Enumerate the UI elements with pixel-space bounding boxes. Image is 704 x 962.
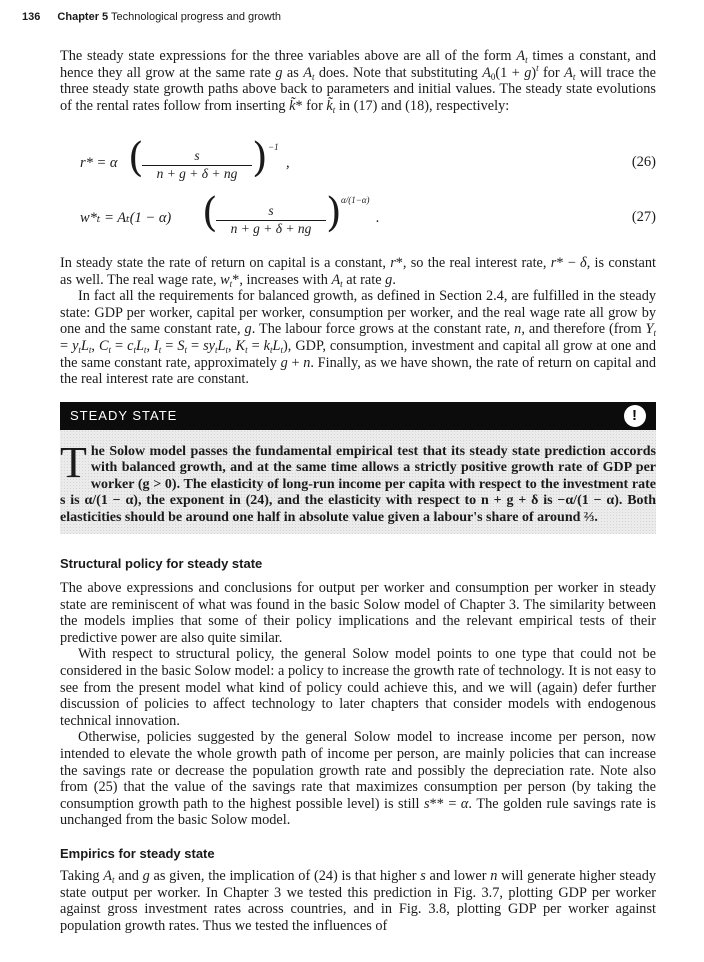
eq26-denominator: n + g + δ + ng <box>156 166 238 181</box>
eq27-denominator: n + g + δ + ng <box>230 221 312 236</box>
paragraph-empirics: Taking $A_t$ and g as given, the implication of (24) is that higher s and lower n will generate higher steady state output per worker. In Chapter 3 we tested this prediction in Fig. 3.7, plotting GDP per worker against gross investment rates across countries, and in Fig. 3.8, plotting GDP per worker against population growth rates. Thus we tested the influences of <box>60 868 657 934</box>
eq27-exponent: α/(1−α) <box>341 195 370 205</box>
section-heading-structural-policy: Structural policy for steady state <box>60 556 263 571</box>
steady-state-box <box>60 430 656 534</box>
eq27-fraction <box>216 203 326 237</box>
paragraph-steady-state-rates: In steady state the rate of return on capital is a constant, r*, so the real interest rate, r* − δ, is constant as well. The real wage rate, $w_t*$, increases with $A_t$ at rate g. In fact all the requirements for balanced growth, as defined in Section 2.4, are fulfilled in the steady state: GDP per worker, capital per worker, consumption per worker, and the real wage rate all grow by one and the same constant rate, g. The labour force grows at the constant rate, n, and therefore (from $Y_t = y_tL_t$, $C_t = c_tL_t$, $I_t = S_t = sy_tL_t$, $K_t = k_tL_t$), GDP, consumption, investment and capital all grow at one and the same constant rate, approximately g + n. Finally, as we have shown, the rate of return on capital and the real interest rate are constant. <box>60 255 657 388</box>
running-header <box>22 11 281 23</box>
section-heading-empirics: Empirics for steady state <box>60 846 215 861</box>
eq26-lhs: r* = α <box>80 155 118 171</box>
eq26-right-paren: ) <box>252 135 268 181</box>
box-text <box>60 438 656 526</box>
paragraph-structural-policy: The above expressions and conclusions for output per worker and consumption per worker in steady state are reminiscent of what was found in the basic Solow model of Chapter 3. The similarity between the models implies that some of their policy implications and the relevant empirical tests of their predictive power are also quite similar. With respect to structural policy, the general Solow model points to one type that could not be considered in the basic Solow model: a policy to increase the growth rate of technology. It is not easy to see from the present model what kind of policy could achieve this, and we will (again) defer further discussion of policies to affect technology to later chapters that consider models with endogenous technical innovation. Otherwise, policies suggested by the general Solow model to increase income per person, now intended to elevate the whole growth path of income per person, are mainly policies that can increase the savings rate or decrease the population growth rate and possibly the depreciation rate. Note also from (25) that the value of the savings rate that maximizes consumption per person (by taking the consumption growth path to the highest possible level) is still s** = α. The golden rule savings rate is unchanged from the basic Solow model. <box>60 580 656 829</box>
chapter-title: Technological progress and growth <box>111 11 282 23</box>
box-title: STEADY STATE <box>70 408 178 423</box>
chapter-label: Chapter 5 <box>57 11 109 23</box>
page-number: 136 <box>22 11 41 23</box>
equation-26 <box>60 135 656 190</box>
alert-icon: ! <box>624 405 646 427</box>
eq26-tail: , <box>286 155 290 171</box>
paragraph-intro: The steady state expressions for the three variables above are all of the form $A_t$ times a constant, and hence they all grow at the same rate g as $A_t$ does. Note that substituting $A_0(1 + g)^t$ for $A_t$ will trace the three steady state growth paths above back to parameters and initial values. The steady state evolutions of the rental rates follow from inserting k̃* for $k̃_t$ in (17) and (18), respectively: <box>60 48 657 115</box>
eq26-left-paren: ( <box>128 135 144 181</box>
eq26-exponent: −1 <box>268 142 279 152</box>
drop-cap: T <box>60 438 87 487</box>
eq27-right-paren: ) <box>326 190 342 236</box>
eq27-left-paren: ( <box>202 190 218 236</box>
equation-27 <box>60 190 656 245</box>
eq26-fraction <box>142 148 252 182</box>
eq27-tail: . <box>376 210 380 226</box>
eq27-numerator: s <box>216 203 326 221</box>
eq26-number: (26) <box>631 154 656 170</box>
eq27-lhs: w*ₜ = Aₜ(1 − α) <box>80 210 172 226</box>
steady-state-box-header <box>60 402 656 430</box>
box-body-text: he Solow model passes the fundamental empirical test that its steady state prediction accords with balanced growth, and at the same time allows a strictly positive growth rate of GDP per worker (g > 0). The elasticity of long-run income per capita with respect to the investment rate s is α/(1 − α), the exponent in (24), and the elasticity with respect to n + g + δ is −α/(1 − α). Both elasticities should be around one half in absolute value given a labour's share of around ⅔. <box>60 444 656 525</box>
eq26-numerator: s <box>142 148 252 166</box>
eq27-number: (27) <box>631 209 656 225</box>
